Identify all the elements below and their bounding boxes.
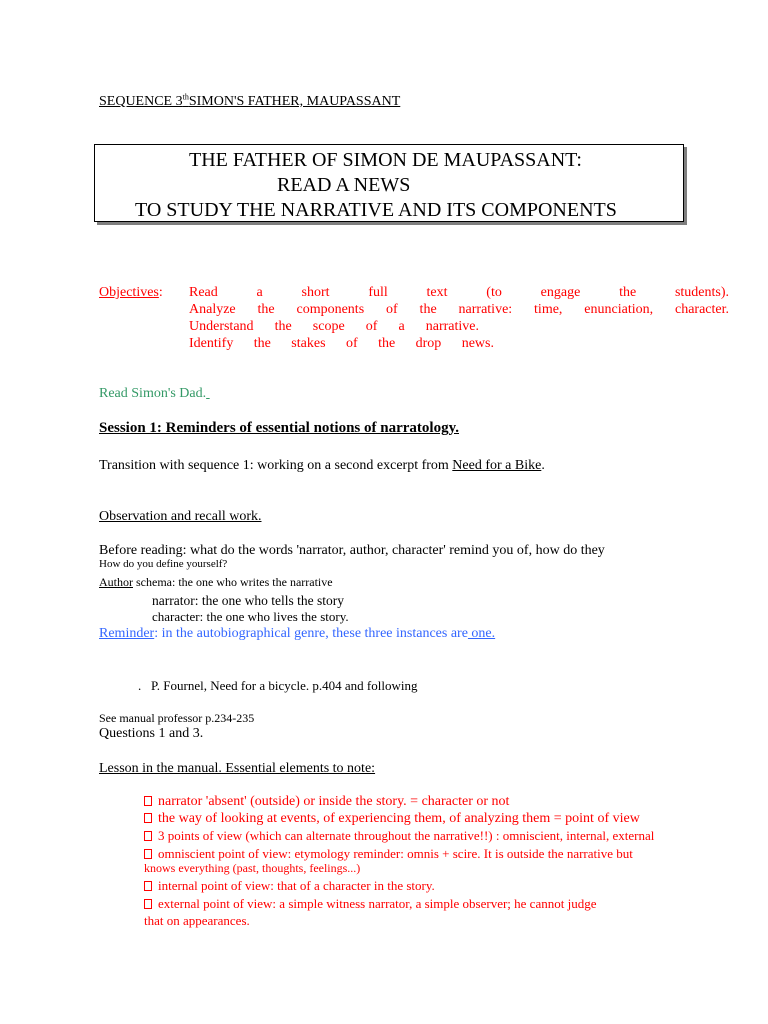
reference-dot: . xyxy=(138,678,142,693)
read-instruction-text: Read Simon's Dad. xyxy=(99,386,207,401)
transition-end: . xyxy=(541,458,545,473)
title-line-1: THE FATHER OF SIMON DE MAUPASSANT: xyxy=(189,149,582,171)
objectives-colon: : xyxy=(158,285,163,300)
questions-line: Questions 1 and 3. xyxy=(99,726,204,741)
checkbox-glyph-icon xyxy=(144,849,152,859)
objectives-label-text: Objectives xyxy=(99,285,159,300)
checkbox-glyph-icon xyxy=(144,796,152,806)
list-item xyxy=(144,896,596,912)
read-instruction xyxy=(99,386,246,402)
list-item xyxy=(144,828,654,844)
reminder-line xyxy=(99,626,495,642)
narrator-definition: narrator: the one who tells the story xyxy=(152,593,344,608)
session-heading: Session 1: Reminders of essential notions of narratology. xyxy=(99,420,459,436)
author-definition xyxy=(99,575,333,590)
sequence-title: SIMON'S FATHER, MAUPASSANT xyxy=(188,94,401,109)
reminder-label: Reminder xyxy=(99,626,155,641)
transition-line xyxy=(99,458,545,474)
before-reading-question: Before reading: what do the words 'narrator, author, character' remind you of, how do they xyxy=(99,543,605,558)
list-item-text: narrator 'absent' (outside) or inside the story. = character or not xyxy=(158,794,510,809)
checkbox-glyph-icon xyxy=(144,831,152,841)
list-item-continuation: knows everything (past, thoughts, feelings...) xyxy=(144,861,361,875)
read-instruction-blank xyxy=(206,386,246,402)
list-item-text: omniscient point of view: etymology reminder: omnis + scire. It is outside the narrative but xyxy=(158,846,633,861)
observation-text: Observation and recall work. xyxy=(99,509,262,524)
checkbox-glyph-icon xyxy=(144,881,152,891)
list-item-text: external point of view: a simple witness narrator, a simple observer; he cannot judge xyxy=(158,896,597,911)
author-label: Author xyxy=(99,575,133,589)
character-definition: character: the one who lives the story. xyxy=(152,609,349,624)
reminder-text: : in the autobiographical genre, these three instances are xyxy=(154,626,468,641)
reference-text: P. Fournel, Need for a bicycle. p.404 and following xyxy=(151,678,418,693)
objective-item: Identify the stakes of the drop news. xyxy=(189,336,494,351)
sequence-heading xyxy=(99,94,400,110)
transition-book-title: Need for a Bike xyxy=(452,458,542,473)
objectives-label xyxy=(99,285,163,301)
title-line-2: READ A NEWS xyxy=(277,174,411,196)
observation-blank xyxy=(262,509,376,525)
lesson-heading xyxy=(99,761,405,777)
title-line-3: TO STUDY THE NARRATIVE AND ITS COMPONENTS xyxy=(135,199,617,221)
before-reading-subquestion: How do you define yourself? xyxy=(99,558,228,570)
transition-text: Transition with sequence 1: working on a second excerpt from xyxy=(99,458,453,473)
checkbox-glyph-icon xyxy=(144,813,152,823)
author-text: schema: the one who writes the narrative xyxy=(133,575,333,589)
list-item-text: 3 points of view (which can alternate throughout the narrative!!) : omniscient, internal, external xyxy=(158,828,655,843)
list-item xyxy=(144,878,435,894)
list-item xyxy=(144,811,640,827)
checkbox-glyph-icon xyxy=(144,899,152,909)
list-item-continuation: that on appearances. xyxy=(144,913,250,928)
objective-item: Analyze the components of the narrative: time, enunciation, character. xyxy=(189,302,729,317)
observation-heading xyxy=(99,509,376,525)
lesson-text: Lesson in the manual. Essential elements to note: xyxy=(99,761,376,776)
manual-reference: See manual professor p.234-235 xyxy=(99,711,255,725)
sequence-superscript: th xyxy=(182,92,189,102)
list-item xyxy=(144,846,633,862)
list-item xyxy=(144,794,509,810)
list-item-text: internal point of view: that of a character in the story. xyxy=(158,878,435,893)
objective-item: Read a short full text (to engage the students). xyxy=(189,285,729,300)
reminder-end: one. xyxy=(467,626,496,641)
objective-item: Understand the scope of a narrative. xyxy=(189,319,479,334)
sequence-number: SEQUENCE 3 xyxy=(99,94,183,109)
list-item-text: the way of looking at events, of experiencing them, of analyzing them = point of view xyxy=(158,811,640,826)
title-box xyxy=(94,144,684,222)
reference-line xyxy=(138,678,417,694)
lesson-blank xyxy=(375,761,405,777)
